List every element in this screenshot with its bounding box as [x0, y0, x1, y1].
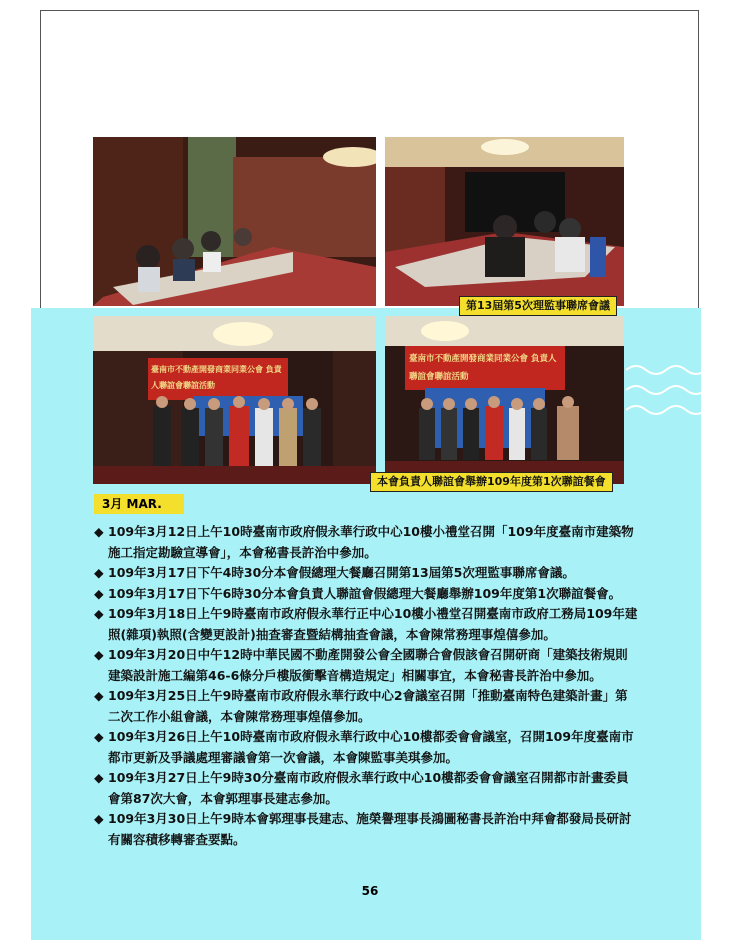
month-heading: 3月 MAR.	[94, 494, 184, 514]
diamond-bullet-icon: ◆	[94, 811, 104, 826]
photo-dinner-1	[93, 316, 376, 484]
diamond-bullet-icon: ◆	[94, 647, 104, 662]
list-item: ◆ 109年3月20日中午12時中華民國不動產開發公會全國聯合會假該會召開研商「建築技術規則建築設計施工編第46-6條分戶樓版衝擊音構造規定」相關事宜，本會秘書長許治中參加。	[94, 645, 639, 686]
wave-decoration	[626, 360, 706, 430]
diamond-bullet-icon: ◆	[94, 606, 104, 621]
photo-caption-meeting: 第13屆第5次理監事聯席會議	[459, 296, 617, 316]
page-number: 56	[361, 884, 379, 898]
event-list	[94, 522, 639, 850]
diamond-bullet-icon: ◆	[94, 729, 104, 744]
diamond-bullet-icon: ◆	[94, 585, 104, 601]
banner-text-2: 臺南市不動產開發商業同業公會 負責人聯誼會聯誼活動	[409, 354, 557, 382]
photo-dinner-2	[385, 316, 624, 484]
diamond-bullet-icon: ◆	[94, 770, 104, 785]
photo-meeting-2	[385, 137, 624, 306]
list-item: ◆ 109年3月27日上午9時30分臺南市政府假永華行政中心10樓都委會會議室召開都市計畫委員會第87次大會，本會郭理事長建志參加。	[94, 768, 639, 809]
diamond-bullet-icon: ◆	[94, 688, 104, 703]
photo-meeting-1	[93, 137, 376, 306]
photo-caption-dinner: 本會負責人聯誼會舉辦109年度第1次聯誼餐會	[370, 472, 613, 492]
diamond-bullet-icon: ◆	[94, 524, 104, 539]
list-item: ◆ 109年3月18日上午9時臺南市政府假永華行正中心10樓小禮堂召開臺南市政府工務局109年建照(雜項)執照(含變更設計)抽查審查暨結構抽查會議，本會陳常務理事煌僖參加。	[94, 604, 639, 645]
diamond-bullet-icon: ◆	[94, 565, 104, 580]
banner-text-1: 臺南市不動產開發商業同業公會 負責人聯誼會聯誼活動	[151, 365, 282, 390]
list-item: ◆ 109年3月26日上午10時臺南市政府假永華行政中心10樓都委會會議室，召開109年度臺南市都市更新及爭議處理審議會第一次會議，本會陳監事美琪參加。	[94, 727, 639, 768]
list-item: ◆ 109年3月17日下午4時30分本會假總理大餐廳召開第13屆第5次理監事聯席會議。	[94, 563, 639, 584]
list-item: ◆ 109年3月17日下午6時30分本會負責人聯誼會假總理大餐廳舉辦109年度第1次聯誼餐會。	[94, 584, 639, 605]
list-item: ◆ 109年3月12日上午10時臺南市政府假永華行政中心10樓小禮堂召開「109年度臺南市建築物施工指定勘驗宣導會」，本會秘書長許治中參加。	[94, 522, 639, 563]
list-item: ◆ 109年3月30日上午9時本會郭理事長建志、施榮譽理事長鴻圖秘書長許治中拜會都發局長研討有關容積移轉審查要點。	[94, 809, 639, 850]
list-item: ◆ 109年3月25日上午9時臺南市政府假永華行政中心2會議室召開「推動臺南特色建築計畫」第二次工作小組會議，本會陳常務理事煌僖參加。	[94, 686, 639, 727]
